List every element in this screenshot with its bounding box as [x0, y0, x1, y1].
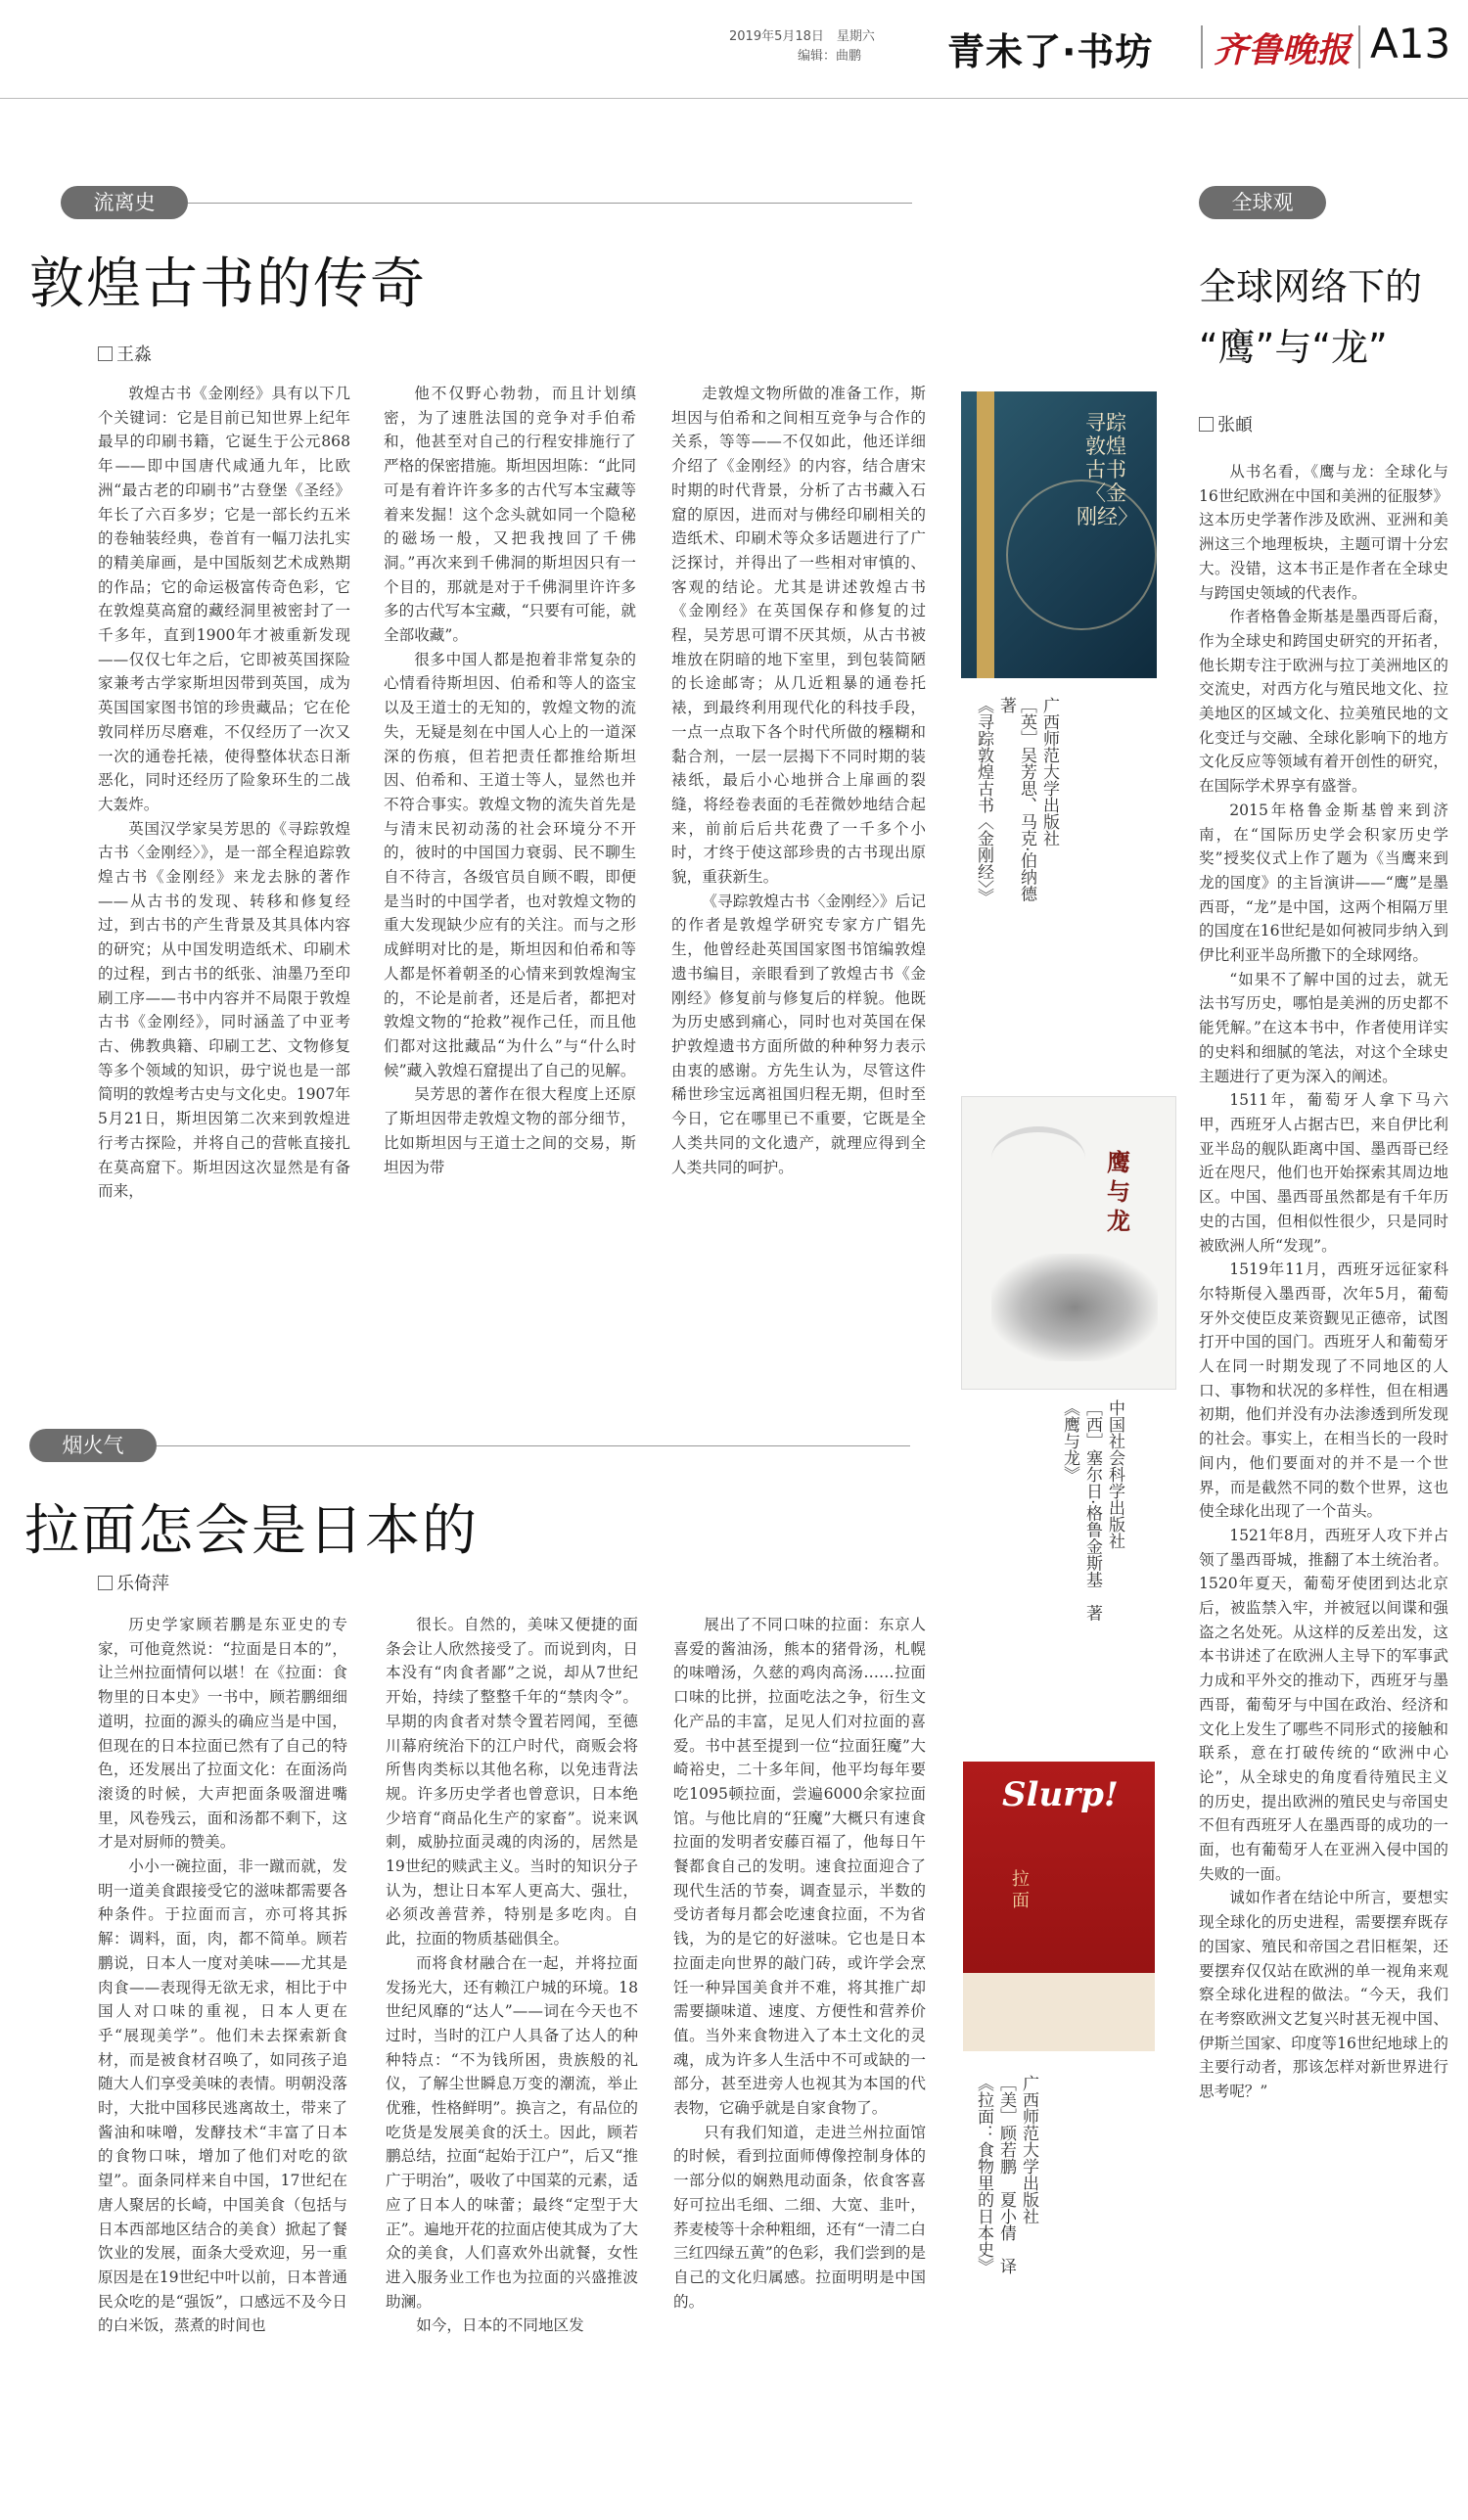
- article-title: 拉面怎会是日本的: [24, 1499, 479, 1563]
- cover-spine: [977, 391, 994, 678]
- book-cover: [963, 1762, 1155, 2051]
- book-author: ［英］吴芳思、马克·伯纳德 著: [996, 697, 1036, 919]
- article-title: 敦煌古书的传奇: [29, 252, 427, 316]
- article-column: 历史学家顾若鹏是东亚史的专家，可他竟然说：“拉面是日本的”，让兰州拉面情何以堪！在《拉面：食物里的日本史》一书中，顾若鹏细细道明，拉面的源头的确应当是中国，但现在的日本拉面已然有了自己的特色，还发展出了拉面文化：在面汤尚滚烫的时候，大声把面条吸溜进嘴里，风卷残云，面和汤都不剩下，这才是对厨师的赞美。 小小一碗拉面，非一蹴而就，发明一道美食跟接受它的滋味都需要各种条件。于拉面而言，亦可将其拆解：调料，面，肉，都不简单。顾若鹏说，日本人一度对美味——尤其是肉食——表现得无欲无求，相比于中国人对口味的重视，日本人更在乎“展现美学”。他们未去探索新食材，而是被食材召唤了，如同孩子追随大人们享受美味的表情。明朝没落时，大批中国移民逃离故土，带来了酱油和味噌，发酵技术“丰富了日本的食物口味，增加了他们对吃的欲望”。面条同样来自中国，17世纪在唐人聚居的长崎，中国美食（包括与日本西部地区结合的美食）掀起了餐饮业的发展，面条大受欢迎，另一重原因是在19世纪中叶以前，日本普通民众吃的是“强饭”，口感远不及今日的白米饭，蒸煮的时间也: [98, 1616, 347, 2335]
- editor-credit: 编辑：曲鹏: [798, 49, 862, 64]
- page-number: A13: [1370, 20, 1451, 68]
- article-column: 展出了不同口味的拉面：东京人喜爱的酱油汤，熊本的猪骨汤，札幌的味噌汤，久慈的鸡肉高汤……拉面口味的比拼，拉面吃法之争，衍生文化产品的丰富，足见人们对拉面的喜爱。书中甚至提到一位“拉面狂魔”大崎裕史，二十多年间，他平均每年要吃1095顿拉面，尝遍6000余家拉面馆。与他比肩的“狂魔”大概只有速食拉面的发明者安藤百福了，他每日午餐都食自己的发明。速食拉面迎合了现代生活的节奏，调查显示，半数的受访者每月都会吃速食拉面，不为省钱，为的是它的好滋味。它也是日本拉面走向世界的敲门砖，或许学会烹饪一种异国美食并不难，将其推广却需要撷味道、速度、方便性和营养价值。当外来食物进入了本土文化的灵魂，成为许多人生活中不可或缺的一部分，甚至进旁人也视其为本国的代表物，它确乎就是自家食物了。 只有我们知道，走进兰州拉面馆的时候，看到拉面师傅像控制身体的一部分似的娴熟甩动面条，依食客喜好可拉出毛细、二细、大宽、韭叶，荞麦棱等十余种粗细，还有“一清二白三红四绿五黄”的色彩，我们尝到的是自己的文化归属感。拉面明明是中国的。: [673, 1616, 926, 2311]
- article-column: 从书名看，《鹰与龙：全球化与16世纪欧洲在中国和美洲的征服梦》这本历史学著作涉及欧洲、亚洲和美洲这三个地理板块，主题可谓十分宏大。没错，这本书正是作者在全球史与跨国史领域的代表作。 作者格鲁金斯基是墨西哥后裔，作为全球史和跨国史研究的开拓者，他长期专注于欧洲与拉丁美洲地区的交流史，对西方化与殖民地文化、拉美地区的区域文化、拉美殖民地的文化变迁与交融、全球化影响下的地方文化反应等领域有着开创性的研究，在国际学术界享有盛誉。 2015年格鲁金斯基曾来到济南，在“国际历史学会积家历史学奖”授奖仪式上作了题为《当鹰来到龙的国度》的主旨演讲——“鹰”是墨西哥，“龙”是中国，这两个相隔万里的国度在16世纪是如何被同步纳入到伊比利亚半岛所撒下的全球网络。 “如果不了解中国的过去，就无法书写历史，哪怕是美洲的历史都不能凭解。”在这本书中，作者使用详实的史料和细腻的笔法，对这个全球史主题进行了更为深入的阐述。 1511年，葡萄牙人拿下马六甲，西班牙人占据古巴，来自伊比利亚半岛的舰队距离中国、墨西哥已经近在咫尺，他们也开始探索其周边地区。中国、墨西哥虽然都是有千年历史的古国，但相似性很少，只是同时被欧洲人所“发现”。 1519年11月，西班牙远征家科尔特斯侵入墨西哥，次年5月，葡萄牙外交使臣皮莱资觐见正德帝，试图打开中国的国门。西班牙人和葡萄牙人在同一时期发现了不同地区的人口、事物和状况的多样性，但在相遇初期，他们并没有办法渗透到所发现的社会。事实上，在相当长的一段时间内，他们要面对的并不是一个世界，而是截然不同的数个世界，这也使全球化出现了一个苗头。 1521年8月，西班牙人攻下并占领了墨西哥城，推翻了本土统治者。1520年夏天，葡萄牙使团到达北京后，被监禁入牢，并被冠以间谍和强盗之名处死。从这样的反差出发，这本书讲述了在欧洲人主导下的军事武力成和平外交的推动下，西班牙与墨西哥，葡萄牙与中国在政治、经济和文化上发生了哪些不同形式的接触和联系，意在打破传统的“欧洲中心论”，从全球史的角度看待殖民主义的历史，提出欧洲的殖民史与帝国史不但有西班牙人在墨西哥的成功的一面，也有葡萄牙人在亚洲入侵中国的失败的一面。 诚如作者在结论中所言，要想实现全球化的历史进程，需要摆弃既存的国家、殖民和帝国之君旧框架，还要摆弃仅仅站在欧洲的单一视角来观察全球化进程的做法。“今天，我们在考察欧洲文艺复兴时甚无视中国、伊斯兰国家、印度等16世纪地球上的主要行动者，那该怎样对新世界进行思考呢？”: [1199, 463, 1448, 2101]
- author-byline: 张頔: [1199, 411, 1253, 436]
- article-column: 敦煌古书《金刚经》具有以下几个关键词：它是目前已知世界上纪年最早的印刷书籍，它诞生于公元868年——即中国唐代咸通九年，比欧洲“最古老的印刷书”古登堡《圣经》年长了六百多岁；它是一部长约五米的卷轴装经典，卷首有一幅刀法扎实的精美扉画，是中国版刻艺术成熟期的作品；它的命运极富传奇色彩，它在敦煌莫高窟的藏经洞里被密封了一千多年，直到1900年才被重新发现——仅仅七年之后，它即被英国探险家兼考古学家斯坦因带到英国，成为英国国家图书馆的珍贵藏品；它在伦敦同样历尽磨难，不仅经历了一次又一次的通卷托裱，使得整体状态日渐恶化，同时还经历了险象环生的二战大轰炸。 英国汉学家吴芳思的《寻踪敦煌古书〈金刚经〉》，是一部全程追踪敦煌古书《金刚经》来龙去脉的著作——从古书的发现、转移和修复经过，到古书的产生背景及其具体内容的研究；从中国发明造纸术、印刷术的过程，到古书的纸张、油墨乃至印刷工序——书中内容并不局限于敦煌古书《金刚经》，同时涵盖了中亚考古、佛教典籍、印刷工艺、文物修复等多个领域的知识，毋宁说也是一部简明的敦煌考古史与文化史。1907年5月21日，斯坦因第二次来到敦煌进行考古探险，并将自己的营帐直接扎在莫高窟下。斯坦因这次显然是有备而来，: [98, 385, 350, 1201]
- book-publisher: 中国社会科学出版社: [1105, 1399, 1124, 1549]
- author-byline: 王淼: [98, 341, 152, 366]
- tag-rule: [188, 203, 912, 204]
- cover-title: 鹰与龙: [1107, 1148, 1130, 1235]
- article-column: 他不仅野心勃勃，而且计划缜密，为了速胜法国的竞争对手伯希和，他甚至对自己的行程安排施行了严格的保密措施。斯坦因坦陈：“此同可是有着许许多多的古代写本宝藏等着来发掘！这个念头就如同一个隐秘的磁场一般，又把我拽回了千佛洞。”再次来到千佛洞的斯坦因只有一个目的，那就是对于千佛洞里许许多多的古代写本宝藏，“只要有可能，就全部收藏”。 很多中国人都是抱着非常复杂的心情看待斯坦因、伯希和等人的盗宝以及王道士的无知的，敦煌文物的流失，无疑是刻在中国人心上的一道深深的伤痕，但若把责任都推给斯坦因、伯希和、王道士等人，显然也并不符合事实。敦煌文物的流失首先是与清末民初动荡的社会环境分不开的，彼时的中国国力衰弱、民不聊生自不待言，各级官员自顾不暇，即便是当时的中国学者，也对敦煌文物的重大发现缺少应有的关注。而与之形成鲜明对比的是，斯坦因和伯希和等人都是怀着朝圣的心情来到敦煌淘宝的，不论是前者，还是后者，都把对敦煌文物的“抢救”视作己任，而且他们都对这批藏品“为什么”与“什么时候”藏入敦煌石窟提出了自己的见解。 吴芳思的著作在很大程度上还原了斯坦因带走敦煌文物的部分细节，比如斯坦因与王道士之间的交易，斯坦因为带: [384, 385, 636, 1176]
- article-tag: 烟火气: [29, 1429, 157, 1462]
- book-info: [1057, 1399, 1124, 1625]
- book-info: [971, 697, 1059, 932]
- cover-band: [963, 1973, 1155, 2051]
- article-subtitle: “鹰”与“龙”: [1199, 326, 1388, 369]
- article-column: 走敦煌文物所做的准备工作，斯坦因与伯希和之间相互竞争与合作的关系，等等——不仅如此，他还详细介绍了《金刚经》的内容，结合唐宋时期的时代背景，分析了古书藏入石窟的原因，进而对与佛经印刷相关的造纸术、印刷术等众多话题进行了广泛探讨，并得出了一些相对审慎的、客观的结论。尤其是讲述敦煌古书《金刚经》在英国保存和修复的过程，吴芳思可谓不厌其烦，从古书被堆放在阴暗的地下室里，到包装简陋的长途邮寄；从几近粗暴的通卷托裱，到最终利用现代化的科技手段，一点一点取下各个时代所做的糨糊和黏合剂，一层一层揭下不同时期的装裱纸，最后小心地拼合上扉画的裂缝，将经卷表面的毛茬微妙地结合起来，前前后后共花费了一千多个小时，才终于使这部珍贵的古书现出原貌，重获新生。 《寻踪敦煌古书〈金刚经〉》后记的作者是敦煌学研究专家方广锠先生，他曾经赴英国国家图书馆编敦煌遗书编目，亲眼看到了敦煌古书《金刚经》修复前与修复后的样貌。他既为历史感到痛心，同时也对英国在保护敦煌遗书方面所做的种种努力表示由衷的感谢。方先生认为，尽管这件稀世珍宝远离祖国归程无期，但时至今日，它在哪里已不重要，它既是全人类共同的文化遗产，就理应得到全人类共同的呵护。: [671, 385, 926, 1176]
- cover-title: Slurp!: [1002, 1775, 1119, 1814]
- book-title: 《拉面：食物里的日本史》: [974, 2075, 993, 2274]
- article-title: 全球网络下的: [1199, 265, 1423, 308]
- book-cover: [961, 1096, 1176, 1390]
- book-info: [971, 2075, 1038, 2319]
- header-divider: [1358, 25, 1360, 69]
- header-rule: [0, 98, 1468, 99]
- article-tag: 流离史: [61, 186, 188, 219]
- book-publisher: 广西师范大学出版社: [1019, 2075, 1038, 2224]
- eagle-icon: [991, 1126, 1085, 1191]
- book-author: ［美］顾若鹏 夏小倩 译: [996, 2075, 1016, 2274]
- issue-date: 2019年5月18日 星期六: [729, 29, 875, 44]
- book-cover: [961, 391, 1157, 678]
- dragon-icon: [991, 1254, 1158, 1361]
- book-title: 《鹰与龙》: [1060, 1399, 1079, 1483]
- section-title: 青未了·书坊: [947, 30, 1154, 73]
- tag-rule: [157, 1445, 910, 1446]
- article-tag: 全球观: [1199, 186, 1326, 219]
- cover-title: 寻踪敦煌古书〈金刚经〉: [1077, 411, 1138, 528]
- book-title: 《寻踪敦煌古书〈金刚经〉》: [974, 697, 993, 905]
- book-author: ［西］塞尔日·格鲁金斯基 著: [1082, 1399, 1102, 1622]
- header-divider: [1201, 25, 1203, 69]
- article-column: 很长。自然的，美味又便捷的面条会让人欣然接受了。而说到肉，日本没有“肉食者鄙”之说，却从7世纪开始，持续了整整千年的“禁肉令”。早期的肉食者对禁令置若罔闻，至德川幕府统治下的江户时代，商贩会将所售肉类标以其他名称，以免违背法规。许多历史学者也曾意识，日本绝少培育“商品化生产的家畜”。说来讽刺，威胁拉面灵魂的肉汤的，居然是19世纪的赎武主义。当时的知识分子认为，想让日本军人更高大、强壮，必须改善营养，特别是多吃肉。自此，拉面的物质基础俱全。 而将食材融合在一起，并将拉面发扬光大，还有赖江户城的环境。18世纪风靡的“达人”——词在今天也不过时，当时的江户人具备了达人的种种特点：“不为钱所困，贵族般的礼仪，了解尘世瞬息万变的潮流，举止优雅，性格鲜明”。换言之，有品位的吃货是发展美食的沃土。因此，顾若鹏总结，拉面“起始于江户”，后又“推广于明治”，吸收了中国菜的元素，适应了日本人的味蕾；最终“定型于大正”。遍地开花的拉面店使其成为了大众的美食，人们喜欢外出就餐，女性进入服务业工作也为拉面的兴盛推波助澜。 如今，日本的不同地区发: [386, 1616, 638, 2335]
- author-byline: 乐倚萍: [98, 1570, 169, 1595]
- cover-subtitle: 拉面: [1012, 1869, 1030, 1911]
- book-publisher: 广西师范大学出版社: [1039, 697, 1059, 847]
- paper-logo: 齐鲁晚报: [1214, 30, 1352, 70]
